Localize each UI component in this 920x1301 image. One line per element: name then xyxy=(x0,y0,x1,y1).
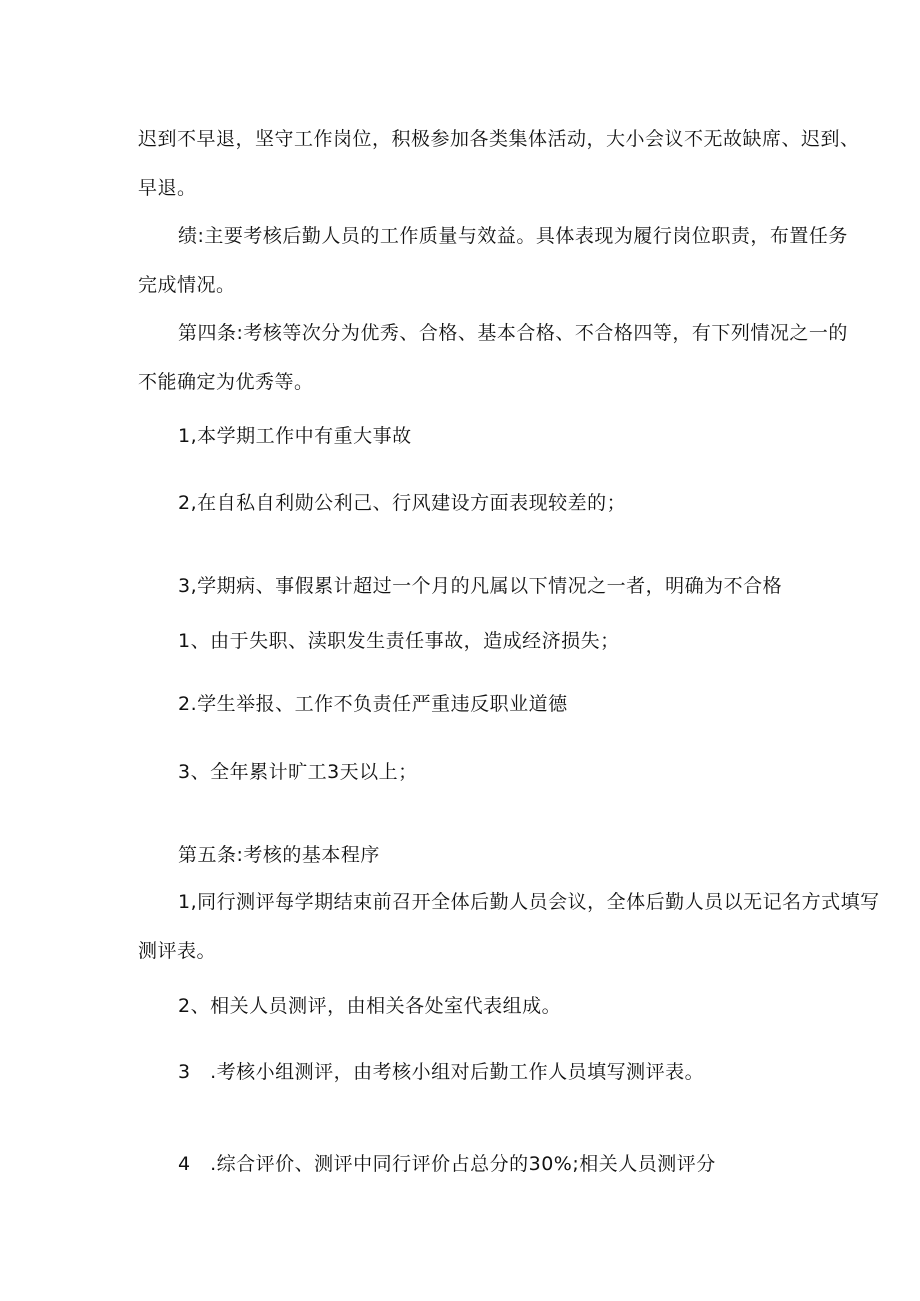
text-line-5: 第四条:考核等次分为优秀、合格、基本合格、不合格四等，有下列情况之一的 xyxy=(178,322,848,344)
text-line-3: 绩:主要考核后勤人员的工作质量与效益。具体表现为履行岗位职责，布置任务 xyxy=(178,225,848,247)
text-line-1: 迟到不早退，坚守工作岗位，积极参加各类集体活动，大小会议不无故缺席、迟到、 xyxy=(138,128,860,150)
text-line-9: 3,学期病、事假累计超过一个月的凡属以下情况之一者，明确为不合格 xyxy=(178,575,783,597)
text-line-15: 测评表。 xyxy=(138,940,217,962)
text-line-4: 完成情况。 xyxy=(138,274,236,296)
text-line-11: 2.学生举报、工作不负责任严重违反职业道德 xyxy=(178,693,568,715)
text-line-14: 1,同行测评每学期结束前召开全体后勤人员会议，全体后勤人员以无记名方式填写 xyxy=(178,891,880,913)
text-line-6: 不能确定为优秀等。 xyxy=(138,371,314,393)
text-line-12: 3、全年累计旷工3天以上； xyxy=(178,761,418,783)
text-line-8: 2,在自私自利勋公利己、行风建设方面表现较差的； xyxy=(178,492,627,514)
text-line-16: 2、相关人员测评，由相关各处室代表组成。 xyxy=(178,995,562,1017)
text-line-2: 早退。 xyxy=(138,177,197,199)
text-line-17: 3 .考核小组测评，由考核小组对后勤工作人员填写测评表。 xyxy=(178,1061,705,1083)
text-line-10: 1、由于失职、渎职发生责任事故，造成经济损失； xyxy=(178,630,620,652)
text-line-7: 1,本学期工作中有重大事故 xyxy=(178,425,412,447)
text-line-18: 4 .综合评价、测评中同行评价占总分的30%;相关人员测评分 xyxy=(178,1153,716,1175)
text-line-13: 第五条:考核的基本程序 xyxy=(178,844,380,866)
